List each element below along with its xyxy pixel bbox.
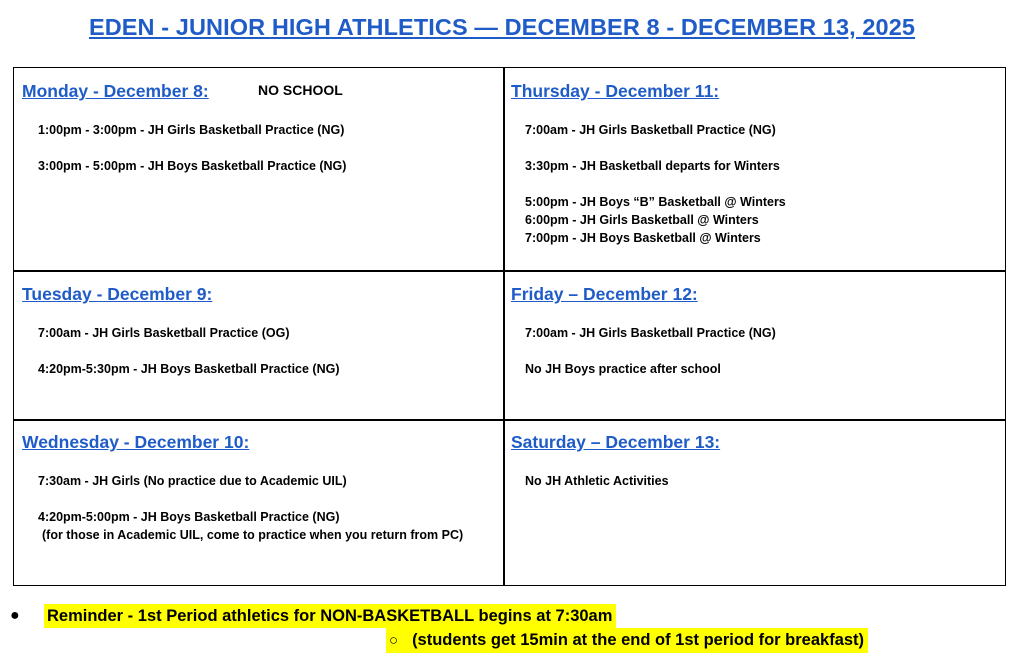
day-cell-monday [22,80,347,173]
day-cell-tuesday [22,283,340,376]
day-heading-saturday: Saturday – December 13: [511,432,721,452]
schedule-table [13,67,1006,586]
day-cell-saturday [511,431,721,488]
schedule-entry-note: (for those in Academic UIL, come to practice when you return from PC) [42,528,464,542]
schedule-entry: 1:00pm - 3:00pm - JH Girls Basketball Practice (NG) [38,123,345,137]
schedule-entry: 6:00pm - JH Girls Basketball @ Winters [525,213,759,227]
row-divider [14,270,1005,272]
row-divider [14,419,1005,421]
schedule-entry: 5:00pm - JH Boys “B” Basketball @ Winters [525,195,786,209]
reminder-text: Reminder - 1st Period athletics for NON-BASKETBALL begins at 7:30am [44,604,616,628]
day-cell-wednesday [22,431,464,542]
bullet-icon: ● [10,607,20,624]
schedule-entry: 7:00am - JH Girls Basketball Practice (OG) [38,326,290,340]
reminder-subitem [386,628,868,653]
day-heading-thursday: Thursday - December 11: [511,81,720,101]
schedule-entry: 3:30pm - JH Basketball departs for Winters [525,159,780,173]
sub-bullet-icon: ○ [389,632,399,649]
no-school-note: NO SCHOOL [258,82,343,98]
schedule-entry: 7:00am - JH Girls Basketball Practice (NG) [525,326,776,340]
day-cell-friday [511,283,776,376]
day-heading-tuesday: Tuesday - December 9: [22,284,213,304]
schedule-entry: 3:00pm - 5:00pm - JH Boys Basketball Practice (NG) [38,159,347,173]
day-heading-monday: Monday - December 8: [22,81,209,101]
schedule-entry: 4:20pm-5:00pm - JH Boys Basketball Practice (NG) [38,510,340,524]
page-title: EDEN - JUNIOR HIGH ATHLETICS — DECEMBER 8 - DECEMBER 13, 2025 [88,14,916,40]
day-heading-wednesday: Wednesday - December 10: [22,432,250,452]
day-heading-friday: Friday – December 12: [511,284,698,304]
schedule-entry: 4:20pm-5:30pm - JH Boys Basketball Practice (NG) [38,362,340,376]
day-cell-thursday [511,80,786,245]
schedule-entry: 7:30am - JH Girls (No practice due to Academic UIL) [38,474,347,488]
schedule-entry: 7:00am - JH Girls Basketball Practice (NG) [525,123,776,137]
schedule-entry: No JH Boys practice after school [525,362,721,376]
schedule-entry: 7:00pm - JH Boys Basketball @ Winters [525,231,761,245]
schedule-entry: No JH Athletic Activities [525,474,669,488]
column-divider [503,68,505,585]
reminder-subtext: (students get 15min at the end of 1st period for breakfast) [412,631,865,649]
